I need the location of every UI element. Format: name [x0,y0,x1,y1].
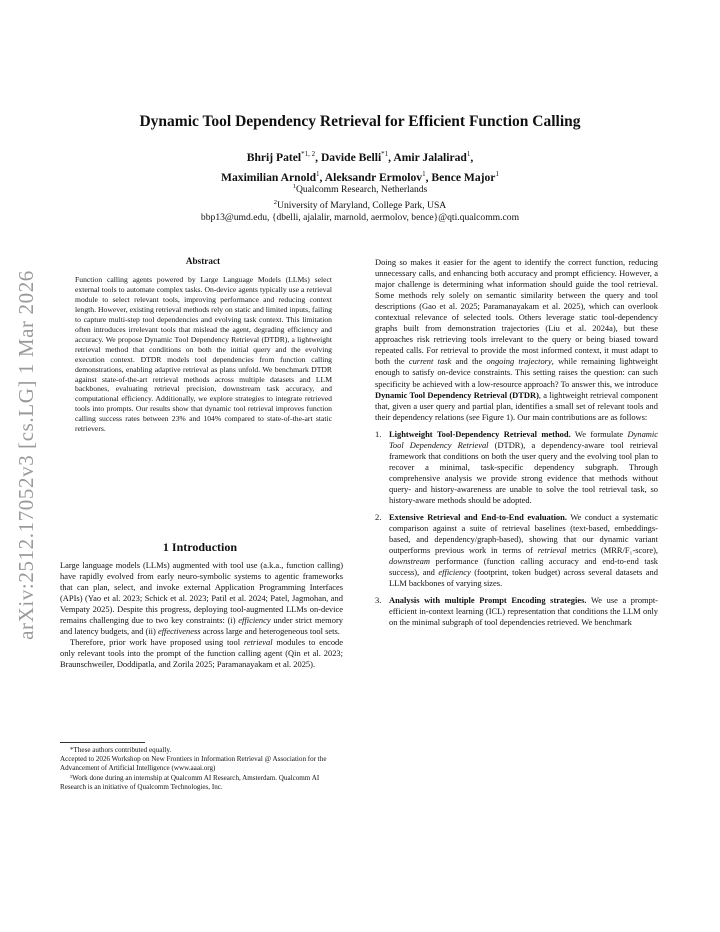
emph: Dynamic Tool Dependency Retrieval [389,428,658,450]
emph: retrieval [243,637,273,648]
affiliation-text: Qualcomm Research, Netherlands [295,184,428,196]
abstract-text: Function calling agents powered by Large Language Models (LLMs) select external tools to automate complex tasks. On-device agents typically use a retrieval module to select relevant tools, improving performance and reducing context length. However, existing retrieval methods rely on static and limited inputs, failing to capture multi-step tool dependencies and evolving task context. This limitation often introduces irrelevant tools that mislead the agent, degrading efficiency and accuracy. We propose Dynamic Tool Dependency Retrieval (DTDR), a lightweight retrieval method that conditions on both the initial query and the evolving execution context. DTDR models tool dependencies from function calling demonstrations, enabling adaptive retrieval as plans unfold. We benchmark DTDR against state-of-the-art retrieval methods across multiple datasets and LLM backbones, evaluating retrieval precision, downstream task accuracy, and computational efficiency. Additionally, we explore strategies to integrate retrieved tools into prompts. Our results show that dynamic tool retrieval improves function calling success rates between 23% and 104% compared to state-of-the-art static retrievers. [75,275,332,434]
strong: Analysis with multiple Prompt Encoding strategies. [389,595,587,606]
author-name: Amir Jalalirad [393,150,467,164]
abstract-heading: Abstract [185,256,221,266]
author-name: Bhrij Patel [246,150,302,164]
author-name: Davide Belli [320,150,382,164]
text: Large language models (LLMs) augmented with tool use (a.k.a., function calling) have rapidly evolved from early neuro-symbolic systems to agentic frameworks that can plan, select, and invoke external Application Programming Interfaces (APIs) (Yao et al. 2023; Schick et al. 2023; Patil et al. 2024; Patel, Jagmohan, and Vempaty 2025). Despite this progress, deploying tool-augmented LLMs on-device remains challenging due to two key constraints: (i) [60,560,343,626]
text: performance (function calling accuracy and end-to-end task success), and [389,556,658,578]
strong: Lightweight Tool-Dependency Retrieval method. [389,428,571,439]
author-emails: bbp13@umd.edu, {dbelli, ajalalir, marnold, aermolov, bence}@qti.qualcomm.com [200,212,520,224]
right-column [375,257,658,635]
text: We formulate [570,428,628,439]
author-list [60,146,660,186]
author-name: Aleksandr Ermolov [324,170,423,184]
text: We use a prompt-efficient in-context learning (ICL) representation that conditions the LLM only on the minimal subgraph of tool dependencies retrieved. We benchmark [389,595,658,628]
list-number: 2. [375,512,382,523]
emph: ongoing trajectory [486,356,552,367]
emph: effectiveness [157,626,201,637]
author-name: Maximilian Arnold [221,170,317,184]
list-item [375,512,658,589]
list-item [375,595,658,628]
footnote: Accepted to 2026 Workshop on New Frontiers in Information Retrieval @ Association for the Advancement of Artificial Intelligence (www.aaai.org) [60,755,327,773]
emph: efficiency [238,615,271,626]
emph: efficiency [438,567,471,578]
footnote: *These authors contributed equally. [70,746,172,754]
text: , while remaining lightweight enough to satisfy on-device constraints. This setting raises the question: can such specificity be achieved with a low-resource approach? To answer this, we introduce [375,356,659,389]
strong: Extensive Retrieval and End-to-End evaluation. [389,512,567,523]
list-item [375,429,658,506]
text: , a lightweight retrieval component that, given a user query and partial plan, identifies a small set of relevant tools and their dependency relations (see Figure 1). Our main contributions are as follows: [375,389,658,422]
author-sup: 1 [466,150,471,158]
text: (DTDR), a dependency-aware tool retrieval framework that conditions on both the user query and the evolving tool plan to recover a minimal, task-specific dependency subgraph. Through comprehensive analysis we provide strong evidence that methods without query- and history-awareness are unable to solve the tool retrieval task, so history-aware methods should be adopted. [389,439,658,505]
author-sup: 1 [495,169,499,178]
text: (footprint, token budget) across several datasets and LLM backbones of varying sizes. [389,567,658,589]
author-sep: , [388,150,394,164]
text: We conduct a systematic comparison against a suite of retrieval baselines (text-based, embeddings-based, and dependency/graph-based), showing that our dynamic variant outperforms previous work in terms of [389,512,659,556]
emph: current task [408,356,452,367]
author-sup: *1, 2 [301,150,316,158]
affiliation [60,197,660,213]
arxiv-stamp: arXiv:2512.17052v3 [cs.LG] 1 Mar 2026 [14,270,38,640]
emph: retrieval [537,545,567,556]
paragraph [60,560,343,637]
author-sup: 1 [316,169,320,178]
text: metrics (MRR/F₁-score), [566,545,658,556]
affiliation-text: University of Maryland, College Park, USA [277,199,447,211]
intro-body [60,560,343,670]
affiliation-sup: 1 [292,183,296,190]
text: and the [451,356,487,367]
paragraph [375,257,658,423]
section-heading-introduction: 1 Introduction [162,540,238,554]
text: Therefore, prior work have proposed using tool [70,637,244,648]
text: modules to encode only relevant tools into the prompt of the function calling agent (Qin et al. 2023; Braunschweiler, Doddipatla, and Zorila 2025; Paramanayakam et al. 2025). [60,637,343,670]
author-sup: 1 [422,169,426,178]
paper-title: Dynamic Tool Dependency Retrieval for Efficient Function Calling [139,113,581,130]
strong: Dynamic Tool Dependency Retrieval (DTDR) [375,389,539,400]
footnotes [60,746,343,792]
text: across large and heterogeneous tool sets. [200,626,340,637]
author-sup: *1 [381,150,389,158]
author-sep: , [425,170,432,184]
paragraph [60,637,343,670]
footnote-rule [60,742,145,743]
contributions-list [375,429,658,629]
affiliation-sup: 2 [273,198,278,206]
author-sep: , [470,150,474,164]
text: Doing so makes it easier for the agent to identify the correct function, reducing unnecessary calls, and enhancing both accuracy and prompt efficiency. However, a major challenge is determining what information should guide the tool retrieval. Some methods rely solely on semantic similarity between the query and tool descriptions (Gao et al. 2025; Paramanayakam et al. 2025), which can overlook contextual relevance of selected tools. Others leverage static tool-dependency graphs built from demonstration trajectories (Liu et al. 2024a), but these approaches risk retrieving tools irrelevant to the query or being biased toward repeated calls. For retrieval to provide the most informed context, it must adapt to both the [375,257,658,367]
footnote: ¹Work done during an internship at Qualcomm AI Research, Amsterdam. Qualcomm AI Research is an initiative of Qualcomm Technologies, Inc. [60,773,320,791]
author-line-1 [60,146,660,166]
author-sep: , [315,150,321,164]
author-sep: , [319,170,325,184]
emph: downstream [389,556,430,567]
author-name: Bence Major [431,170,496,184]
text: under strict memory and latency budgets, and (ii) [60,615,343,637]
affiliations [60,181,660,225]
list-number: 3. [375,595,382,606]
list-number: 1. [375,428,382,439]
affiliation [60,181,660,197]
